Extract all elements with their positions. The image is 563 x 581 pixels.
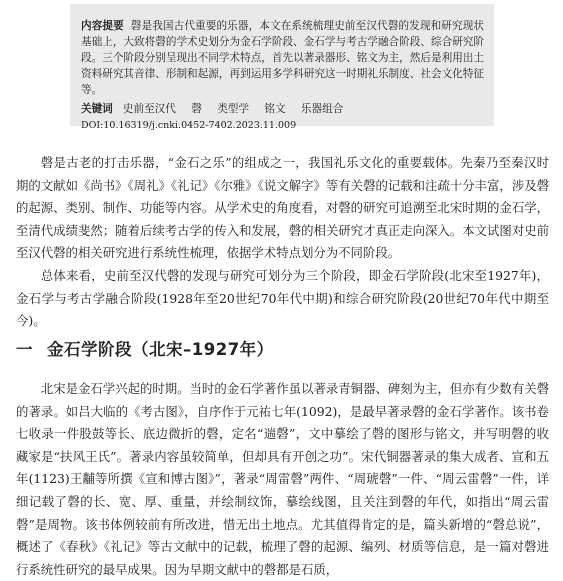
paragraph-intro: 磬是古老的打击乐器，“金石之乐”的组成之一，我国礼乐文化的重要载体。先秦乃至秦汉时期的文献如《尚书》《周礼》《礼记》《尔雅》《说文解字》等有关磬的记载和注疏十分丰富，涉及磬的起源、类别、制作、功能等内容。从学术史的角度看，对磬的研究可追溯至北宋时期的金石学，至清代成绩斐然；随着后续考古学的传入和发展，磬的相关研究才真正走向深入。本文试图对史前至汉代磬的相关研究进行系统性梳理，依据学术特点划分为不同阶段。 [16,155,549,261]
section-heading [16,336,274,360]
keywords-row [81,101,484,117]
keyword-item: 铭文 [264,103,286,115]
abstract-body: 磬是我国古代重要的乐器，本文在系统梳理史前至汉代磬的发现和研究现状基础上，大致将磬的学术史划分为金石学阶段、金石学与考古学融合阶段、综合研究阶段。三个阶段分别呈现出不同学术特点，首先以著录器形、铭文为主，然后是利用出土资料研究其音律、形制和起源，再到运用多学科研究这一时期礼乐制度、社会文化特征等。 [81,20,484,96]
keyword-item: 乐器组合 [300,103,344,115]
keywords-label: 关键词 [81,103,113,115]
section-number: 一 [16,340,33,359]
keyword-item: 类型学 [217,103,249,115]
paragraph-section-one: 北宋是金石学兴起的时期。当时的金石学著作虽以著录青铜器、碑刻为主，但亦有少数有关磬的著录。如吕大临的《考古图》，自序作于元祐七年(1092)，是最早著录磬的金石学著作。该书卷七收录一件股鼓等长、底边微折的磬，定名“遄磬”，文中摹绘了磬的图形与铭文，并写明磬的收藏家是“扶风王氏”。著录内容虽较简单，但却具有开创之功”。宋代铜器著录的集大成者、宣和五年(1123)王黼等所撰《宣和博古图》”，著录“周雷磬”两件、“周琥磬”一件、“周云雷磬”一件，详细记载了磬的长、宽、厚、重量，并绘制纹饰，摹绘线图，且关注到磬的年代，如指出“周云雷磬”是周物。该书体例较前有所改进，惜无出土地点。尤其值得肯定的是，篇头新增的“磬总说”，概述了《春秋》《礼记》等古文献中的记载，梳理了磬的起源、编列、材质等信息，是一篇对磬进行系统性研究的最早成果。因为早期文献中的磬都是石质， [16,381,549,577]
keyword-item: 史前至汉代 [122,103,176,115]
abstract-label: 内容提要 [81,20,124,32]
keyword-item: 磬 [191,103,202,115]
section-title: 金石学阶段（北宋–1927年） [47,340,274,359]
paragraph-overview: 总体来看，史前至汉代磬的发现与研究可划分为三个阶段，即金石学阶段(北宋至1927年)，金石学与考古学融合阶段(1928年至20世纪70年代中期)和综合研究阶段(20世纪70年代中期至今)。 [16,268,549,329]
abstract-text [81,18,484,98]
abstract-box [70,4,494,131]
doi: DOI:10.16319/j.cnki.0452-7402.2023.11.009 [81,120,297,131]
